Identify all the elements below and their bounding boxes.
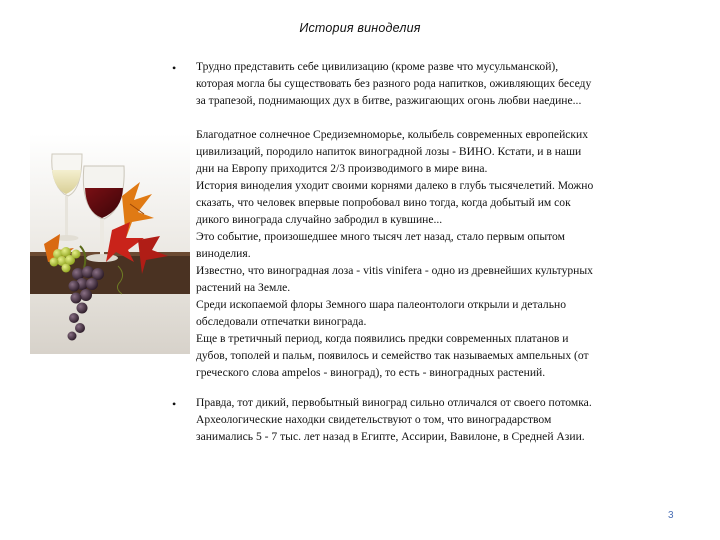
- text-line: цивилизаций, породило напиток виноградной лозы - ВИНО. Кстати, и в наши: [196, 145, 582, 158]
- text-line: Трудно представить себе цивилизацию (кроме разве что мусульманской),: [196, 60, 559, 73]
- text-line: за трапезой, поднимающих дух в битве, разжигающих огонь любви наедине...: [196, 94, 582, 107]
- text-line: греческого слова ampelos - виноград), то есть - виноградных растений.: [196, 366, 546, 379]
- text-line: Еще в третичный период, когда появились предки современных платанов и: [196, 332, 569, 345]
- text-line: Это событие, произошедшее много тысяч лет назад, стало первым опытом: [196, 230, 565, 243]
- text-line: растений на Земле.: [196, 281, 291, 294]
- text-line: Благодатное солнечное Средиземноморье, колыбель современных европейских: [196, 128, 589, 141]
- bullet-marker: •: [172, 61, 177, 75]
- text-line: Правда, тот дикий, первобытный виноград сильно отличался от своего потомка.: [196, 396, 592, 409]
- page-number: 3: [668, 510, 674, 521]
- bullet-paragraph: [196, 394, 692, 445]
- text-line: Среди ископаемой флоры Земного шара палеонтологи открыли и детально: [196, 298, 566, 311]
- wine-glasses-grapes-illustration: [30, 134, 190, 354]
- text-line: Археологические находки свидетельствуют о том, что виноградарством: [196, 413, 552, 426]
- text-line: сказать, что человек впервые попробовал вино тогда, когда добытый им сок: [196, 196, 571, 209]
- text-line: обследовали отпечатки винограда.: [196, 315, 367, 328]
- text-line: которая могла бы существовать без разного рода напитков, оживляющих беседу: [196, 77, 592, 90]
- text-line: виноделия.: [196, 247, 251, 260]
- bullet-paragraph: [196, 58, 692, 109]
- text-line: дни на Европу приходится 2/3 производимого в мире вина.: [196, 162, 488, 175]
- slide-title: История виноделия: [299, 21, 421, 35]
- text-line: дубов, тополей и пальм, появилось и семейство так называемых ампельных (от: [196, 349, 589, 362]
- text-line: Известно, что виноградная лоза - vitis vinifera - одно из древнейших культурных: [196, 264, 593, 277]
- text-line: История виноделия уходит своими корнями далеко в глубь тысячелетий. Можно: [196, 179, 594, 192]
- body-paragraph: [196, 126, 692, 381]
- text-line: занимались 5 - 7 тыс. лет назад в Египте, Ассирии, Вавилоне, в Средней Азии.: [196, 430, 585, 443]
- bullet-marker: •: [172, 397, 177, 411]
- text-line: дикого винограда случайно забродил в кувшине...: [196, 213, 443, 226]
